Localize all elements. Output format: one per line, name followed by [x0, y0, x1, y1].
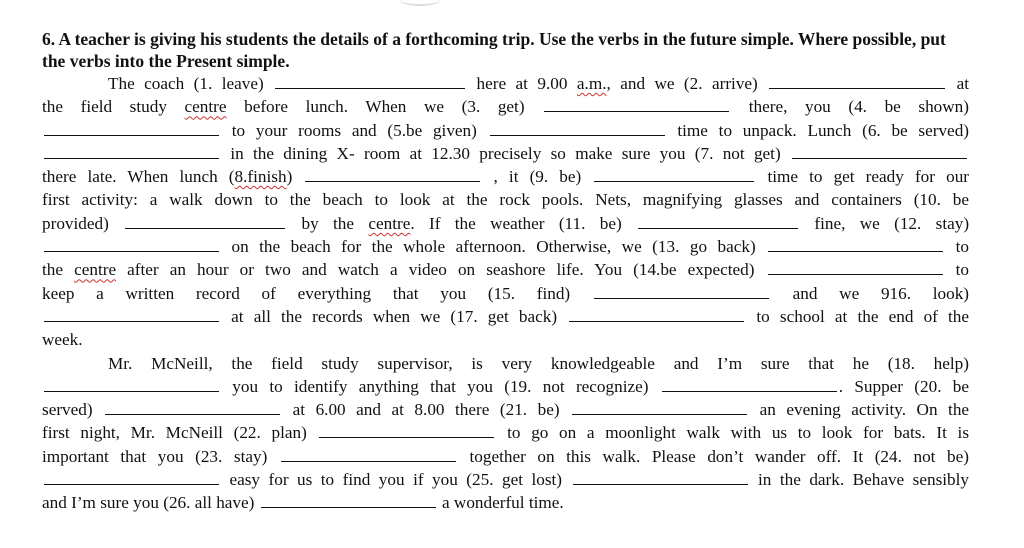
blank-7[interactable] [792, 143, 967, 159]
text-segment: to your rooms and (5.be given) [231, 120, 477, 140]
p1-line-11 [42, 305, 969, 328]
text-segment: important that you (23. stay) [42, 446, 268, 466]
p1-line-9 [42, 258, 969, 281]
blank-13[interactable] [768, 236, 943, 252]
text-segment: after an hour or two and watch a video on seashore life. You (14.be expected) [127, 260, 755, 280]
text-segment: Mr. McNeill, the field study supervisor, is very knowledgeable and I’m sure that he (18. help) [108, 353, 969, 373]
blank-8[interactable] [305, 166, 480, 182]
text-segment: and we 916. look) [792, 283, 970, 303]
p2-line-5 [42, 445, 969, 468]
text-segment: easy for us to find you if you (25. get lost) [229, 470, 563, 490]
blank-9[interactable] [594, 166, 754, 182]
text-segment: ) [286, 167, 293, 187]
blank-1[interactable] [275, 73, 465, 89]
text-segment: keep a written record of everything that you (15. find) [42, 283, 571, 303]
text-segment: you to identify anything that you (19. not recognize) [232, 376, 649, 396]
blank-19[interactable] [662, 376, 837, 392]
text-segment: , it (9. be) [493, 167, 582, 187]
text-segment: fine, we (12. stay) [814, 213, 970, 233]
blank-11[interactable] [638, 213, 798, 229]
text-segment: centre [184, 97, 227, 117]
blank-6[interactable] [44, 143, 219, 159]
text-segment: to go on a moonlight walk with us to look for bats. It is [507, 423, 970, 443]
text-segment: together on this walk. Please don’t wander off. It (24. not be) [469, 446, 969, 466]
blank-12[interactable] [44, 236, 219, 252]
p1-line-3 [42, 119, 969, 142]
p1-line-2 [42, 95, 969, 118]
text-segment: at all the records when we (17. get back) [231, 306, 558, 326]
text-segment: first night, Mr. McNeill (22. plan) [42, 423, 307, 443]
p1-line-1 [42, 72, 969, 95]
p2-line-6 [42, 468, 969, 491]
p1-line-10 [42, 282, 969, 305]
blank-5[interactable] [490, 120, 665, 136]
blank-15[interactable] [594, 283, 769, 299]
text-segment: and I’m sure you (26. all have) [42, 493, 255, 513]
p2-line-7 [42, 491, 969, 514]
text-segment: time to get ready for our [767, 167, 970, 187]
text-segment: . If the weather (11. be) [410, 213, 622, 233]
text-segment: . Supper (20. be [838, 376, 970, 396]
text-segment: there late. When lunch ( [42, 167, 235, 187]
paragraph-2 [42, 352, 969, 515]
p2-line-3 [42, 398, 969, 421]
exercise-sheet [42, 28, 969, 515]
text-segment: a.m. [576, 74, 607, 93]
p1-line-5 [42, 165, 969, 188]
text-segment: before lunch. When we (3. get) [244, 97, 525, 117]
p1-line-6: first activity: a walk down to the beach to look at the rock pools. Nets, magnifying glasses and containers (10. be [42, 190, 969, 210]
text-segment: at 6.00 and at 8.00 there (21. be) [292, 400, 560, 420]
blank-18[interactable] [44, 376, 219, 392]
blank-10[interactable] [125, 213, 285, 229]
text-segment: centre [74, 260, 117, 280]
page-edge-mark [400, 0, 440, 6]
text-segment: , and we (2. arrive) [606, 74, 758, 93]
blank-16[interactable] [44, 306, 219, 322]
text-segment: 8.finish [234, 167, 287, 187]
text-segment: served) [42, 400, 93, 420]
blank-3[interactable] [544, 96, 729, 112]
text-segment: here at 9.00 [476, 74, 568, 93]
text-segment: an evening activity. On the [759, 400, 970, 420]
p2-line-1 [42, 352, 969, 375]
text-segment: on the beach for the whole afternoon. Otherwise, we (13. go back) [231, 237, 756, 257]
blank-23[interactable] [281, 446, 456, 462]
text-segment: the field study [42, 97, 167, 117]
text-segment: to school at the end of the [756, 306, 970, 326]
text-segment: by the [301, 213, 355, 233]
text-segment: to [955, 260, 970, 280]
text-segment: centre [368, 213, 411, 233]
blank-26[interactable] [261, 492, 436, 508]
p1-line-4 [42, 142, 969, 165]
text-segment: a wonderful time. [441, 493, 564, 513]
blank-22[interactable] [319, 422, 494, 438]
p1-line-7 [42, 212, 969, 235]
blank-24[interactable] [44, 469, 219, 485]
text-segment: the [42, 260, 63, 280]
text-segment: to [955, 237, 970, 257]
blank-21[interactable] [572, 399, 747, 415]
blank-14[interactable] [768, 259, 943, 275]
text-segment: time to unpack. Lunch (6. be served) [677, 120, 970, 140]
exercise-heading: 6. A teacher is giving his students the details of a forthcoming trip. Use the verbs in the future simple. Where possible, put the verbs into the Present simple. [42, 29, 946, 71]
text-segment: in the dark. Behave sensibly [758, 470, 969, 490]
text-segment: provided) [42, 213, 109, 233]
text-segment: in the dining X- room at 12.30 precisely so make sure you (7. not get) [230, 143, 781, 163]
p1-line-12: week. [42, 330, 83, 350]
text-segment: The coach (1. leave) [108, 74, 264, 93]
blank-17[interactable] [569, 306, 744, 322]
p2-line-4 [42, 421, 969, 444]
blank-20[interactable] [105, 399, 280, 415]
p2-line-2 [42, 375, 969, 398]
blank-2[interactable] [769, 73, 945, 89]
text-segment: at [956, 74, 970, 93]
paragraph-1 [42, 72, 969, 352]
text-segment: there, you (4. be shown) [748, 97, 969, 117]
blank-4[interactable] [44, 120, 219, 136]
p1-line-8 [42, 235, 969, 258]
blank-25[interactable] [573, 469, 748, 485]
